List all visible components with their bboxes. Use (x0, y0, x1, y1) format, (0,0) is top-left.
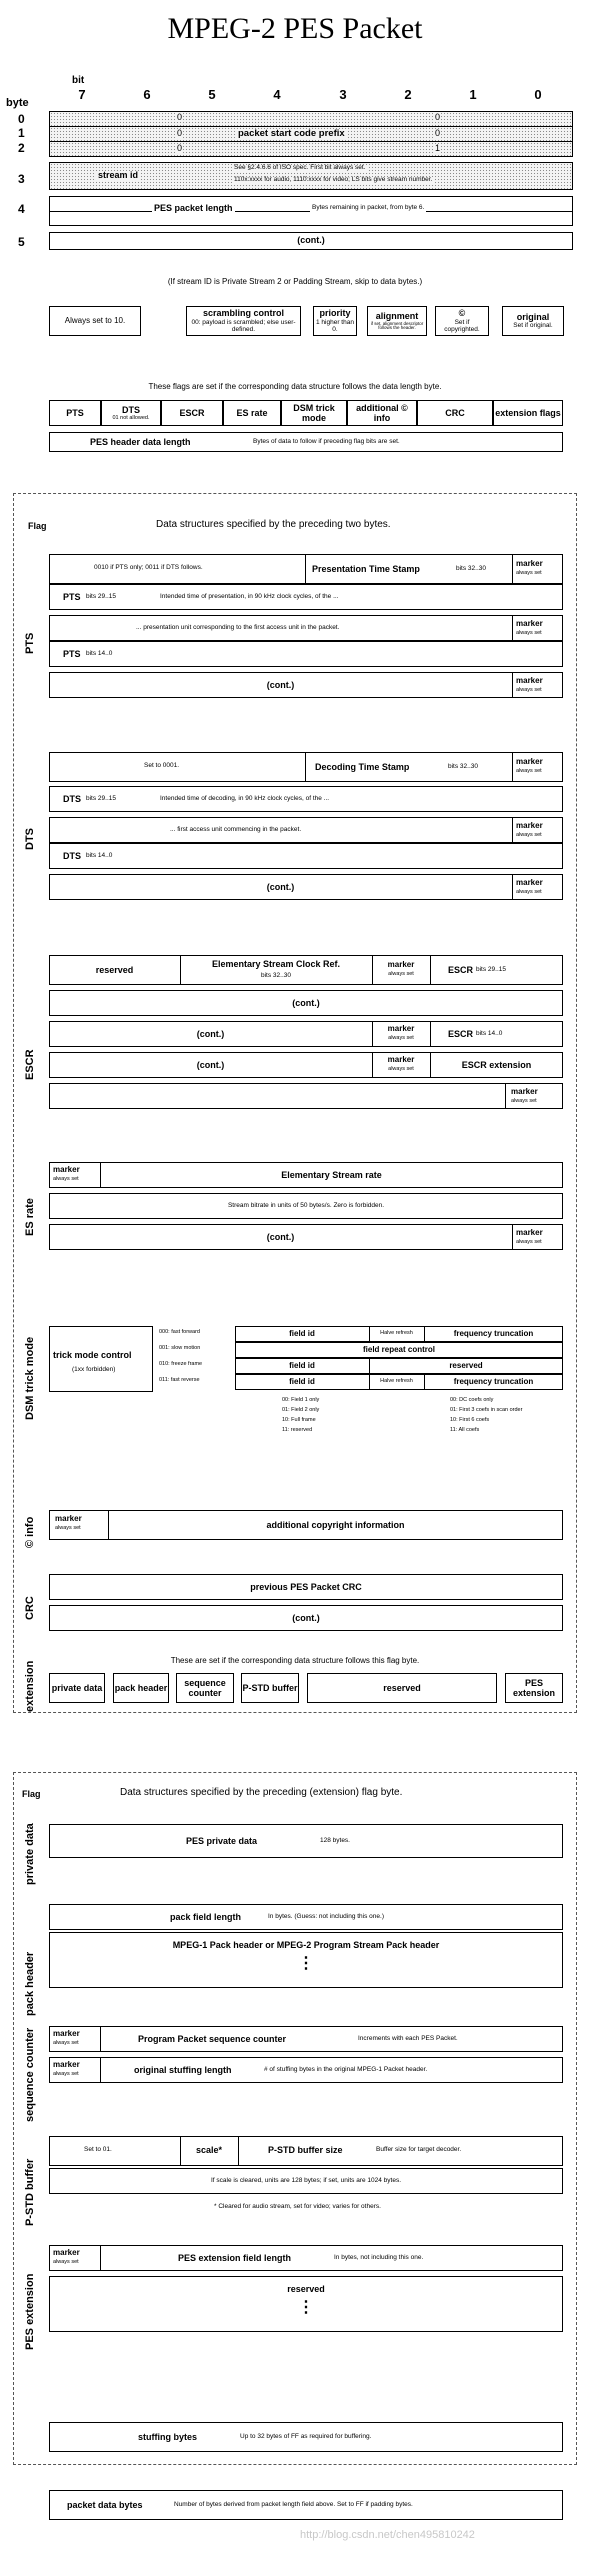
trick-mode-option: 011: fast reverse (159, 1377, 200, 1383)
marker-always-set: always set (53, 2040, 79, 2046)
private-data-flag: private data (49, 1673, 105, 1703)
field-divider (512, 672, 513, 698)
pts-row-4 (49, 641, 563, 667)
sequence-counter-description: Increments with each PES Packet. (358, 2035, 458, 2042)
pes-private-data-description: 128 bytes. (320, 1837, 350, 1844)
pes-private-data-field (49, 1824, 563, 1858)
packet-data-bytes-label: packet data bytes (67, 2500, 143, 2510)
escr-label: ESCR (448, 965, 474, 975)
bit-number: 2 (404, 87, 412, 102)
field-id-label: field id (289, 1361, 315, 1370)
pes-extension-length-label: PES extension field length (178, 2253, 292, 2263)
flags-note: These flags are set if the corresponding data structure follows the data length byte. (148, 382, 442, 391)
extension-flags-field: extension flags (493, 400, 563, 426)
marker-always-set: always set (53, 2071, 79, 2077)
dts-set-text: Set to 0001. (144, 762, 180, 769)
marker-label: marker (387, 1024, 415, 1033)
field-repeat-control-label: field repeat control (362, 1345, 435, 1354)
private-stream-note: (If stream ID is Private Stream 2 or Padding Stream, skip to data bytes.) (167, 277, 423, 286)
pes-extension-flag: PES extension (505, 1673, 563, 1703)
field-divider (512, 554, 513, 584)
dts-flag-field (101, 400, 161, 426)
stuffing-bytes-label: stuffing bytes (138, 2432, 198, 2442)
field-divider (305, 554, 306, 584)
bit-value: 0 (435, 112, 441, 122)
escr-clock-ref-label: Elementary Stream Clock Ref. (211, 959, 341, 969)
pstd-buffer-flag: P-STD buffer (241, 1673, 299, 1703)
pts-bits-label: bits 32..30 (456, 565, 486, 572)
crc-flag-field: CRC (417, 400, 493, 426)
pts-description: Intended time of presentation, in 90 kHz clock cycles, of the ... (160, 593, 339, 600)
field-divider (430, 1021, 431, 1047)
priority-label: priority (319, 308, 351, 319)
marker-always-set: always set (55, 1525, 81, 1531)
section-label-pstd-buffer: P-STD buffer (24, 2158, 36, 2226)
frequency-truncation-label: frequency truncation (453, 1377, 534, 1386)
pstd-footnote: * Cleared for audio stream, set for video; varies for others. (214, 2203, 381, 2210)
bit-number: 1 (469, 87, 477, 102)
flag-column-label: Flag (22, 1789, 41, 1799)
section-label-dsm-trick-mode: DSM trick mode (24, 1336, 36, 1420)
field-divider (505, 1083, 506, 1109)
priority-description: 1 higher than 0. (316, 318, 354, 334)
escr-reserved-label: reserved (95, 965, 134, 975)
pstd-buffer-size-label: P-STD buffer size (268, 2145, 343, 2155)
original-stuffing-length-description: # of stuffing bytes in the original MPEG-1 Packet header. (264, 2066, 428, 2073)
pack-field-length-description: In bytes. (Guess: not including this one.) (268, 1913, 384, 1920)
halve-refresh-label: Halve refresh (380, 1378, 413, 1384)
field-id-option: 00: Field 1 only (282, 1397, 320, 1403)
marker-label: marker (53, 2248, 80, 2257)
escr-extension-label: ESCR extension (461, 1060, 532, 1070)
field-divider (512, 752, 513, 782)
page-title: MPEG-2 PES Packet (167, 12, 423, 45)
cont-label: (cont.) (196, 1029, 225, 1039)
section-label-es-rate: ES rate (24, 1198, 36, 1236)
pts-set-text: 0010 if PTS only; 0011 if DTS follows. (94, 564, 203, 571)
byte-axis-label: byte (6, 97, 29, 109)
alignment-description: if set, alignment descriptor follows the header. (370, 320, 424, 331)
pes-extension-length-description: In bytes, not including this one. (334, 2254, 424, 2261)
section-extension-fields (13, 1772, 577, 2465)
cont-label: (cont.) (292, 998, 320, 1008)
packet-data-bytes-description: Number of bytes derived from packet length field above. Set to FF if padding bytes. (174, 2501, 413, 2508)
marker-always-set: always set (516, 1239, 542, 1245)
cont-label: (cont.) (266, 680, 295, 690)
section-label-private-data: private data (24, 1823, 36, 1885)
pts-bits-label: bits 29..15 (86, 593, 116, 600)
marker-label: marker (516, 878, 543, 887)
coef-option: 00: DC coefs only (450, 1397, 494, 1403)
section-label-dts: DTS (24, 828, 36, 850)
stream-id-label: stream id (98, 170, 139, 180)
marker-label: marker (516, 676, 543, 685)
original-stuffing-length-label: original stuffing length (134, 2065, 232, 2075)
escr-bits-label: bits 32..30 (261, 972, 291, 979)
field-id-option: 01: Field 2 only (282, 1407, 320, 1413)
field-id-option: 10: Full frame (282, 1417, 316, 1423)
marker-always-set: always set (388, 971, 414, 977)
marker-always-set: always set (516, 832, 542, 838)
field-divider (372, 955, 373, 985)
dts-bits-label: bits 32..30 (448, 763, 478, 770)
marker-label: marker (516, 757, 543, 766)
extension-flags-note: These are set if the corresponding data structure follows this flag byte. (170, 1656, 420, 1665)
flag-column-label: Flag (28, 521, 47, 531)
marker-always-set: always set (516, 889, 542, 895)
escr-bits-label: bits 14..0 (476, 1030, 503, 1037)
pts-label: PTS (63, 592, 81, 602)
copyright-description: Set if copyrighted. (444, 318, 480, 334)
trick-mode-forbidden-note: (1xx forbidden) (72, 1366, 116, 1373)
field-divider (430, 955, 431, 985)
dts-description: ... first access unit commencing in the packet. (170, 826, 302, 833)
pts-description: ... presentation unit corresponding to the first access unit in the packet. (136, 624, 340, 631)
marker-always-set: always set (511, 1098, 537, 1104)
pes-extension-reserved-label: reserved (287, 2284, 325, 2294)
byte-number: 3 (18, 172, 25, 186)
field-divider (512, 817, 513, 843)
bit-value: 0 (177, 112, 183, 122)
halve-refresh-label: Halve refresh (380, 1330, 413, 1336)
marker-label: marker (387, 960, 415, 969)
always-10-field: Always set to 10. (49, 306, 141, 336)
scrambling-control-label: scrambling control (202, 308, 284, 319)
field-divider (512, 1224, 513, 1250)
stuffing-bytes-description: Up to 32 bytes of FF as required for buffering. (240, 2433, 372, 2440)
pstd-units-description: If scale is cleared, units are 128 bytes; if set, units are 1024 bytes. (210, 2177, 402, 2184)
pes-packet-length-description: Bytes remaining in packet, from byte 6. (312, 204, 425, 211)
pes-packet-length-label: PES packet length (154, 203, 233, 213)
sequence-counter-row (49, 2026, 563, 2052)
bit-number: 7 (78, 87, 86, 102)
original-field (502, 306, 564, 336)
dts-bits-label: bits 14..0 (86, 852, 113, 859)
marker-label: marker (511, 1087, 538, 1096)
section-label-sequence-counter: sequence counter (24, 2027, 36, 2122)
es-rate-description: Stream bitrate in units of 50 bytes/s. Zero is forbidden. (227, 1202, 385, 1209)
dts-flag-description: 01 not allowed. (112, 415, 150, 422)
dts-field-label: Decoding Time Stamp (315, 762, 410, 772)
dts-label: DTS (63, 794, 81, 804)
marker-label: marker (53, 2029, 80, 2038)
marker-always-set: always set (516, 570, 542, 576)
pes-private-data-label: PES private data (186, 1836, 258, 1846)
pes-header-data-length-label: PES header data length (90, 437, 191, 447)
section-label-copyright-info: © info (24, 1516, 36, 1548)
dsm-reserved-label: reserved (449, 1361, 483, 1370)
pts-field-label: Presentation Time Stamp (312, 564, 420, 574)
trick-mode-option: 000: fast forward (159, 1329, 200, 1335)
field-id-option: 11: reserved (282, 1427, 313, 1433)
escr-bits-label: bits 29..15 (476, 966, 506, 973)
byte-number: 5 (18, 235, 25, 249)
priority-field (313, 306, 357, 336)
dsm-trick-mode-flag-field: DSM trick mode (281, 400, 347, 426)
bit-number: 6 (143, 87, 151, 102)
bit-number: 5 (208, 87, 216, 102)
coef-option: 01: First 3 coefs in scan order (450, 1407, 523, 1413)
field-id-label: field id (289, 1377, 315, 1386)
copyright-field (435, 306, 489, 336)
bit-value: 0 (177, 143, 183, 153)
pes-extension-length-row (49, 2245, 563, 2271)
sequence-counter-label: Program Packet sequence counter (138, 2034, 287, 2044)
dts-bits-label: bits 29..15 (86, 795, 116, 802)
bit-value: 0 (435, 128, 441, 138)
coef-option: 10: First 6 coefs (450, 1417, 490, 1423)
copyright-info-label: additional copyright information (266, 1520, 405, 1530)
dts-flag-label: DTS (122, 404, 140, 415)
byte-number: 2 (18, 141, 25, 155)
field-divider (100, 2245, 101, 2271)
field-divider (305, 752, 306, 782)
bit-value: 1 (435, 143, 441, 153)
dts-row-4 (49, 843, 563, 869)
row-divider (49, 141, 573, 142)
ellipsis-icon: ⋮ (298, 2299, 314, 2316)
marker-always-set: always set (516, 630, 542, 636)
marker-label: marker (516, 619, 543, 628)
pts-bits-label: bits 14..0 (86, 650, 113, 657)
section-label-crc: CRC (24, 1596, 36, 1620)
escr-flag-field: ESCR (161, 400, 223, 426)
escr-row-5 (49, 1083, 563, 1109)
field-divider (512, 615, 513, 641)
stream-id-description: See §2.4.6.6 of ISO spec. First bit always set. (234, 164, 366, 171)
extension-reserved-field: reserved (307, 1673, 497, 1703)
scrambling-control-description: 00: payload is scrambled; else user-defined. (191, 318, 296, 334)
alignment-label: alignment (375, 311, 419, 322)
bit-number: 3 (339, 87, 347, 102)
section-label-pack-header: pack header (24, 1951, 36, 2016)
scrambling-control-field (186, 306, 301, 336)
field-id-label: field id (289, 1329, 315, 1338)
cont-label: (cont.) (292, 1613, 320, 1623)
section-label-pts: PTS (24, 632, 36, 654)
coef-option: 11: All coefs (450, 1427, 480, 1433)
pstd-scale-label: scale* (195, 2145, 223, 2155)
frequency-truncation-label: frequency truncation (453, 1329, 534, 1338)
field-divider (238, 2136, 239, 2166)
byte-number: 0 (18, 112, 25, 126)
escr-label: ESCR (448, 1029, 474, 1039)
marker-always-set: always set (53, 1176, 79, 1182)
pack-field-length-label: pack field length (170, 1912, 242, 1922)
bit-value: 0 (177, 128, 183, 138)
cont-label: (cont.) (196, 1060, 225, 1070)
original-description: Set if original. (513, 322, 553, 330)
marker-label: marker (55, 1514, 82, 1523)
row-divider (49, 126, 573, 127)
es-rate-flag-field: ES rate (223, 400, 281, 426)
pts-label: PTS (63, 649, 81, 659)
marker-always-set: always set (516, 687, 542, 693)
pstd-buffer-size-description: Buffer size for target decoder. (376, 2146, 462, 2153)
marker-always-set: always set (388, 1066, 414, 1072)
section-label-extension: extension (24, 1660, 36, 1712)
byte-number: 1 (18, 126, 25, 140)
marker-label: marker (53, 2060, 80, 2069)
byte-number: 4 (18, 202, 25, 216)
pack-header-label: MPEG-1 Pack header or MPEG-2 Program Stream Pack header (172, 1940, 440, 1950)
pes-header-data-length-description: Bytes of data to follow if preceding flag bits are set. (253, 438, 400, 445)
pts-flag-field (49, 400, 101, 426)
marker-label: marker (516, 1228, 543, 1237)
section-label-escr: ESCR (24, 1049, 36, 1080)
additional-copy-info-flag-field: additional © info (347, 400, 417, 426)
original-label: original (516, 312, 550, 323)
marker-always-set: always set (516, 768, 542, 774)
pts-flag-label: PTS (66, 407, 84, 418)
marker-always-set: always set (388, 1035, 414, 1041)
field-divider (512, 874, 513, 900)
dts-row-3 (49, 817, 563, 843)
bit-number: 0 (534, 87, 542, 102)
marker-label: marker (516, 821, 543, 830)
trick-mode-option: 001: slow motion (159, 1345, 201, 1351)
crc-label: previous PES Packet CRC (250, 1582, 362, 1592)
cont-label: (cont.) (266, 1232, 295, 1242)
trick-mode-control-label: trick mode control (53, 1350, 132, 1360)
stream-id-description: 110x:xxxx for audio, 1110:xxxx for video; LS bits give stream number. (234, 176, 433, 183)
packet-start-code-label: packet start code prefix (238, 128, 345, 139)
es-rate-label: Elementary Stream rate (281, 1170, 382, 1180)
section-label-pes-extension: PES extension (24, 2273, 36, 2350)
marker-label: marker (387, 1055, 415, 1064)
cont-label: (cont.) (297, 235, 325, 245)
pack-header-flag: pack header (113, 1673, 169, 1703)
dts-row-1 (49, 752, 563, 782)
section-heading: Data structures specified by the preceding (extension) flag byte. (120, 1787, 403, 1798)
dts-label: DTS (63, 851, 81, 861)
copyright-label: © (458, 308, 466, 319)
bit-axis-label: bit (72, 75, 85, 86)
marker-label: marker (516, 559, 543, 568)
ellipsis-icon: ⋮ (298, 1955, 314, 1972)
pstd-set01-text: Set to 01. (84, 2146, 112, 2153)
field-divider (100, 2057, 101, 2083)
field-divider (100, 2026, 101, 2052)
sequence-counter-flag: sequence counter (176, 1673, 234, 1703)
marker-label: marker (53, 1165, 80, 1174)
dts-description: Intended time of decoding, in 90 kHz clock cycles, of the ... (160, 795, 330, 802)
watermark-text: http://blog.csdn.net/chen495810242 (300, 2529, 475, 2541)
section-heading: Data structures specified by the preceding two bytes. (156, 519, 391, 530)
trick-mode-option: 010: freeze frame (159, 1361, 203, 1367)
cont-label: (cont.) (266, 882, 295, 892)
bit-number: 4 (273, 87, 281, 102)
marker-always-set: always set (53, 2259, 79, 2265)
alignment-field (367, 306, 427, 336)
